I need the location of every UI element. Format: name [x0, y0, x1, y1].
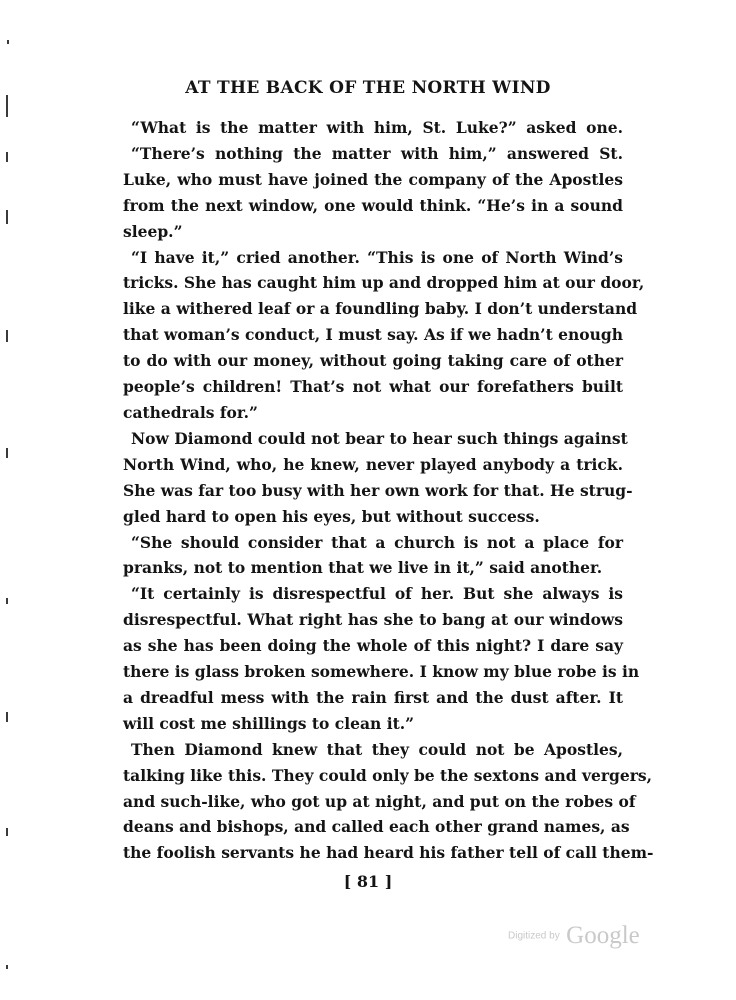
- scan-margin-mark: [6, 95, 8, 117]
- text-line: like a withered leaf or a foundling baby. I don’t understand: [123, 299, 638, 319]
- body-text: [123, 115, 654, 866]
- text-line: disrespectful. What right has she to bang at our windows: [123, 610, 623, 630]
- scan-margin-mark: [6, 598, 8, 604]
- text-line: Then Diamond knew that they could not be Apostles,: [131, 739, 623, 759]
- text-line: cathedrals for.”: [123, 402, 258, 422]
- text-line: North Wind, who, he knew, never played anybody a trick.: [123, 454, 623, 474]
- text-line: from the next window, one would think. “He’s in a sound: [123, 195, 623, 215]
- scan-margin-mark: [6, 712, 8, 722]
- text-line: the foolish servants he had heard his father tell of call them-: [123, 843, 654, 863]
- text-line: tricks. She has caught him up and dropped him at our door,: [123, 273, 645, 293]
- scan-margin-mark: [6, 330, 8, 342]
- google-logo: Google: [566, 922, 640, 949]
- digitized-by-watermark: [508, 922, 640, 950]
- text-line: deans and bishops, and called each other grand names, as: [123, 817, 630, 837]
- text-line: gled hard to open his eyes, but without success.: [123, 506, 540, 526]
- page-number: [ 81 ]: [343, 872, 393, 891]
- text-line: to do with our money, without going taking care of other: [123, 351, 623, 371]
- text-line: “There’s nothing the matter with him,” answered St.: [131, 143, 623, 163]
- text-line: will cost me shillings to clean it.”: [123, 713, 415, 733]
- text-line: that woman’s conduct, I must say. As if we hadn’t enough: [123, 325, 623, 345]
- text-line: pranks, not to mention that we live in it,” said another.: [123, 558, 603, 578]
- text-line: “I have it,” cried another. “This is one of North Wind’s: [131, 247, 623, 267]
- text-line: Luke, who must have joined the company of the Apostles: [123, 169, 623, 189]
- watermark-prefix: Digitized by: [508, 930, 560, 942]
- text-line: people’s children! That’s not what our forefathers built: [123, 377, 623, 397]
- scan-margin-mark: [6, 210, 8, 224]
- text-line: sleep.”: [123, 221, 183, 241]
- text-line: and such-like, who got up at night, and put on the robes of: [123, 791, 636, 811]
- scan-margin-mark: [6, 965, 8, 969]
- text-line: there is glass broken somewhere. I know my blue robe is in: [123, 662, 640, 682]
- scan-margin-mark: [6, 448, 8, 458]
- text-line: as she has been doing the whole of this night? I dare say: [123, 636, 623, 656]
- text-line: “She should consider that a church is not a place for: [131, 532, 623, 552]
- scan-margin-mark: [6, 828, 8, 836]
- scan-margin-mark: [6, 152, 8, 162]
- text-line: “What is the matter with him, St. Luke?” asked one.: [131, 118, 623, 137]
- scan-margin-mark: [7, 40, 9, 44]
- text-line: “It certainly is disrespectful of her. But she always is: [131, 584, 623, 604]
- text-line: Now Diamond could not bear to hear such things against: [131, 428, 628, 448]
- text-line: a dreadful mess with the rain first and the dust after. It: [123, 687, 623, 707]
- text-line: talking like this. They could only be the sextons and vergers,: [123, 765, 653, 785]
- text-line: She was far too busy with her own work for that. He strug-: [123, 480, 633, 500]
- running-header-title: AT THE BACK OF THE NORTH WIND: [185, 78, 551, 98]
